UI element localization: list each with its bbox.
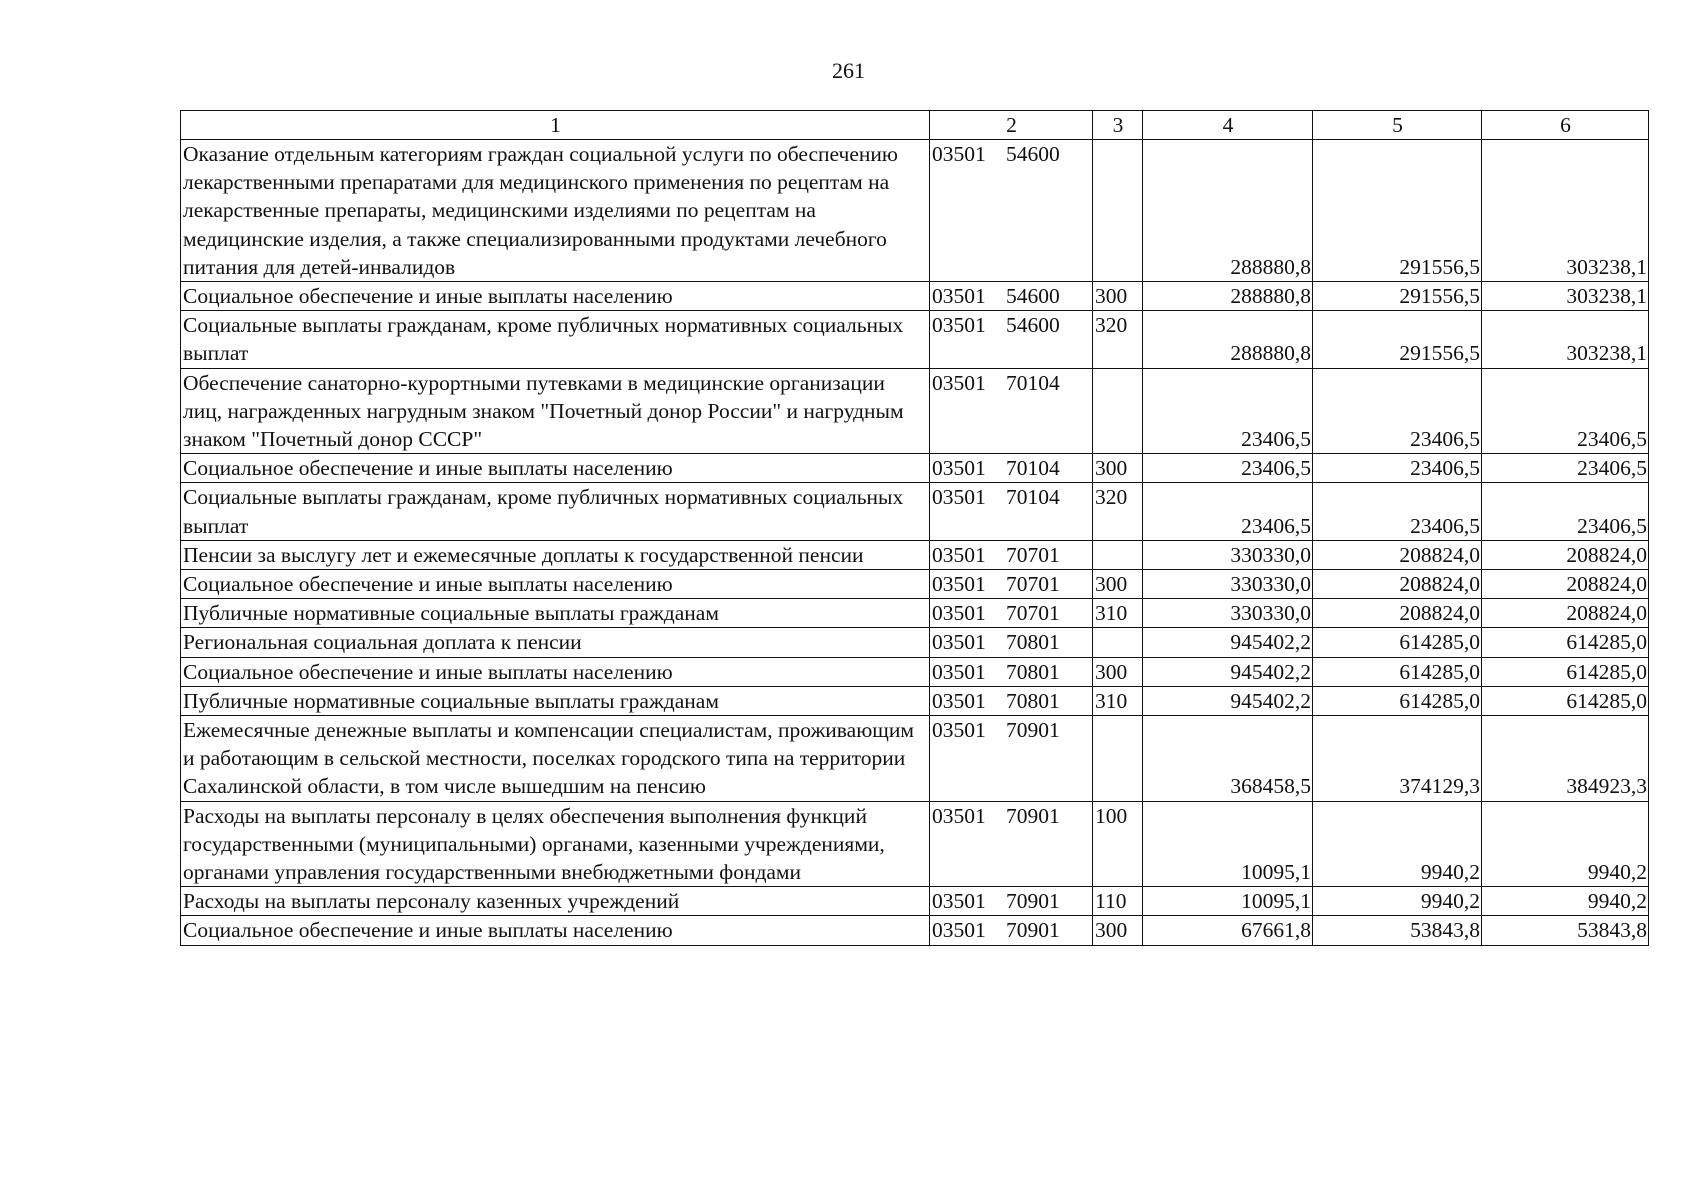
- row-expense-type: [1093, 540, 1143, 569]
- row-value-6: 614285,0: [1482, 628, 1649, 657]
- row-value-4: 945402,2: [1143, 657, 1313, 686]
- code-part-b: 70701: [1006, 601, 1060, 626]
- code-part-b: 70901: [1006, 803, 1060, 828]
- row-value-6: 23406,5: [1482, 368, 1649, 454]
- code-part-a: 03501: [932, 370, 986, 395]
- code-part-a: 03501: [932, 659, 986, 684]
- code-part-a: 03501: [932, 142, 986, 166]
- code-part-a: 03501: [932, 542, 986, 567]
- row-code: [930, 716, 1093, 802]
- column-header-3: 3: [1093, 111, 1143, 140]
- row-value-6: 23406,5: [1482, 483, 1649, 540]
- column-header-2: 2: [930, 111, 1093, 140]
- row-code: [930, 454, 1093, 483]
- row-value-6: 614285,0: [1482, 686, 1649, 715]
- table-row: [181, 686, 1649, 715]
- row-value-4: 330330,0: [1143, 570, 1313, 599]
- row-value-5: 614285,0: [1313, 686, 1482, 715]
- row-name: Пенсии за выслугу лет и ежемесячные доплаты к государственной пенсии: [181, 540, 930, 569]
- code-part-a: 03501: [932, 601, 986, 626]
- row-value-6: 23406,5: [1482, 454, 1649, 483]
- table-row: [181, 140, 1649, 282]
- row-value-6: 208824,0: [1482, 540, 1649, 569]
- row-value-4: 67661,8: [1143, 916, 1313, 945]
- code-part-a: 03501: [932, 456, 986, 481]
- table-row: [181, 483, 1649, 540]
- column-header-6: 6: [1482, 111, 1649, 140]
- row-value-5: 9940,2: [1313, 801, 1482, 887]
- code-part-a: 03501: [932, 918, 986, 943]
- row-value-4: 330330,0: [1143, 599, 1313, 628]
- row-code: [930, 282, 1093, 311]
- code-part-b: 70901: [1006, 889, 1060, 914]
- table-row: [181, 540, 1649, 569]
- row-value-6: 614285,0: [1482, 657, 1649, 686]
- code-part-b: 70701: [1006, 572, 1060, 597]
- row-name: Расходы на выплаты персоналу в целях обеспечения выполнения функций государственными (муниципальными) органами, казенными учреждениями, органами управления государственными внебюджетными фондами: [181, 801, 930, 887]
- table-row: [181, 716, 1649, 802]
- row-value-5: 614285,0: [1313, 628, 1482, 657]
- row-value-4: 945402,2: [1143, 686, 1313, 715]
- row-expense-type: [1093, 140, 1143, 282]
- row-value-4: 288880,8: [1143, 311, 1313, 368]
- row-code: [930, 916, 1093, 945]
- code-part-b: 70104: [1006, 370, 1060, 395]
- row-name: Социальные выплаты гражданам, кроме публичных нормативных социальных выплат: [181, 483, 930, 540]
- table-row: [181, 628, 1649, 657]
- code-part-b: 70801: [1006, 688, 1060, 713]
- row-value-5: 23406,5: [1313, 454, 1482, 483]
- code-part-b: 70701: [1006, 542, 1060, 567]
- row-name: Оказание отдельным категориям граждан социальной услуги по обеспечению лекарственными препаратами для медицинского применения по рецептам на лекарственные препараты, медицинскими изделиями по рецептам на медицинские изделия, а также специализированными продуктами лечебного питания для детей-инвалидов: [181, 140, 930, 282]
- row-expense-type: 300: [1093, 657, 1143, 686]
- table-row: [181, 916, 1649, 945]
- code-part-b: 70104: [1006, 456, 1060, 481]
- row-expense-type: 320: [1093, 483, 1143, 540]
- row-expense-type: 110: [1093, 887, 1143, 916]
- row-name: Социальное обеспечение и иные выплаты населению: [181, 657, 930, 686]
- header-row: [181, 111, 1649, 140]
- row-expense-type: 320: [1093, 311, 1143, 368]
- row-name: Социальное обеспечение и иные выплаты населению: [181, 454, 930, 483]
- row-value-6: 9940,2: [1482, 801, 1649, 887]
- row-value-5: 614285,0: [1313, 657, 1482, 686]
- code-part-b: 54600: [1006, 142, 1060, 166]
- row-value-4: 330330,0: [1143, 540, 1313, 569]
- row-value-4: 288880,8: [1143, 140, 1313, 282]
- row-value-5: 23406,5: [1313, 368, 1482, 454]
- row-code: [930, 628, 1093, 657]
- row-value-6: 208824,0: [1482, 599, 1649, 628]
- row-value-4: 288880,8: [1143, 282, 1313, 311]
- row-expense-type: 300: [1093, 454, 1143, 483]
- row-value-4: 23406,5: [1143, 454, 1313, 483]
- row-expense-type: 300: [1093, 282, 1143, 311]
- table-row: [181, 454, 1649, 483]
- code-part-a: 03501: [932, 889, 986, 914]
- code-part-a: 03501: [932, 803, 986, 828]
- row-code: [930, 540, 1093, 569]
- table-row: [181, 368, 1649, 454]
- row-code: [930, 887, 1093, 916]
- page-number: 261: [832, 58, 865, 83]
- row-expense-type: 310: [1093, 686, 1143, 715]
- row-expense-type: 100: [1093, 801, 1143, 887]
- code-part-b: 70901: [1006, 918, 1060, 943]
- row-code: [930, 140, 1093, 282]
- code-part-b: 70801: [1006, 630, 1060, 655]
- row-expense-type: [1093, 716, 1143, 802]
- row-value-6: 303238,1: [1482, 140, 1649, 282]
- row-value-5: 291556,5: [1313, 282, 1482, 311]
- table-row: [181, 887, 1649, 916]
- row-name: Социальное обеспечение и иные выплаты населению: [181, 916, 930, 945]
- code-part-b: 70901: [1006, 718, 1060, 743]
- table-body: [181, 140, 1649, 946]
- row-name: Публичные нормативные социальные выплаты гражданам: [181, 686, 930, 715]
- column-header-1: 1: [181, 111, 930, 140]
- row-name: Социальные выплаты гражданам, кроме публичных нормативных социальных выплат: [181, 311, 930, 368]
- row-value-6: 303238,1: [1482, 311, 1649, 368]
- row-value-4: 368458,5: [1143, 716, 1313, 802]
- row-name: Социальное обеспечение и иные выплаты населению: [181, 282, 930, 311]
- row-expense-type: [1093, 628, 1143, 657]
- row-code: [930, 483, 1093, 540]
- row-code: [930, 801, 1093, 887]
- row-code: [930, 368, 1093, 454]
- code-part-b: 54600: [1006, 313, 1060, 338]
- row-value-5: 53843,8: [1313, 916, 1482, 945]
- row-value-6: 384923,3: [1482, 716, 1649, 802]
- row-value-4: 10095,1: [1143, 801, 1313, 887]
- row-value-4: 23406,5: [1143, 483, 1313, 540]
- row-code: [930, 570, 1093, 599]
- code-part-b: 70104: [1006, 485, 1060, 510]
- row-name: Социальное обеспечение и иные выплаты населению: [181, 570, 930, 599]
- row-expense-type: 310: [1093, 599, 1143, 628]
- code-part-b: 54600: [1006, 284, 1060, 309]
- column-header-4: 4: [1143, 111, 1313, 140]
- row-code: [930, 657, 1093, 686]
- budget-table: [180, 110, 1649, 946]
- code-part-b: 70801: [1006, 659, 1060, 684]
- row-value-5: 208824,0: [1313, 540, 1482, 569]
- table-row: [181, 570, 1649, 599]
- row-name: Публичные нормативные социальные выплаты гражданам: [181, 599, 930, 628]
- row-expense-type: [1093, 368, 1143, 454]
- row-name: Ежемесячные денежные выплаты и компенсации специалистам, проживающим и работающим в сельской местности, поселках городского типа на территории Сахалинской области, в том числе вышедшим на пенсию: [181, 716, 930, 802]
- code-part-a: 03501: [932, 485, 986, 510]
- code-part-a: 03501: [932, 284, 986, 309]
- row-name: Региональная социальная доплата к пенсии: [181, 628, 930, 657]
- table-row: [181, 311, 1649, 368]
- row-value-5: 9940,2: [1313, 887, 1482, 916]
- table-row: [181, 657, 1649, 686]
- row-value-6: 53843,8: [1482, 916, 1649, 945]
- row-code: [930, 599, 1093, 628]
- row-value-5: 291556,5: [1313, 311, 1482, 368]
- code-part-a: 03501: [932, 688, 986, 713]
- row-name: Обеспечение санаторно-курортными путевками в медицинские организации лиц, награжденных нагрудным знаком "Почетный донор России" и нагрудным знаком "Почетный донор СССР": [181, 368, 930, 454]
- row-value-5: 208824,0: [1313, 570, 1482, 599]
- row-value-6: 303238,1: [1482, 282, 1649, 311]
- row-expense-type: 300: [1093, 916, 1143, 945]
- row-code: [930, 311, 1093, 368]
- row-value-4: 945402,2: [1143, 628, 1313, 657]
- code-part-a: 03501: [932, 572, 986, 597]
- row-value-5: 23406,5: [1313, 483, 1482, 540]
- column-header-5: 5: [1313, 111, 1482, 140]
- row-code: [930, 686, 1093, 715]
- row-expense-type: 300: [1093, 570, 1143, 599]
- row-value-4: 23406,5: [1143, 368, 1313, 454]
- row-value-5: 291556,5: [1313, 140, 1482, 282]
- row-name: Расходы на выплаты персоналу казенных учреждений: [181, 887, 930, 916]
- table-row: [181, 599, 1649, 628]
- row-value-6: 9940,2: [1482, 887, 1649, 916]
- row-value-5: 208824,0: [1313, 599, 1482, 628]
- code-part-a: 03501: [932, 313, 986, 338]
- table-row: [181, 282, 1649, 311]
- code-part-a: 03501: [932, 630, 986, 655]
- table-row: [181, 801, 1649, 887]
- row-value-6: 208824,0: [1482, 570, 1649, 599]
- row-value-5: 374129,3: [1313, 716, 1482, 802]
- code-part-a: 03501: [932, 718, 986, 743]
- row-value-4: 10095,1: [1143, 887, 1313, 916]
